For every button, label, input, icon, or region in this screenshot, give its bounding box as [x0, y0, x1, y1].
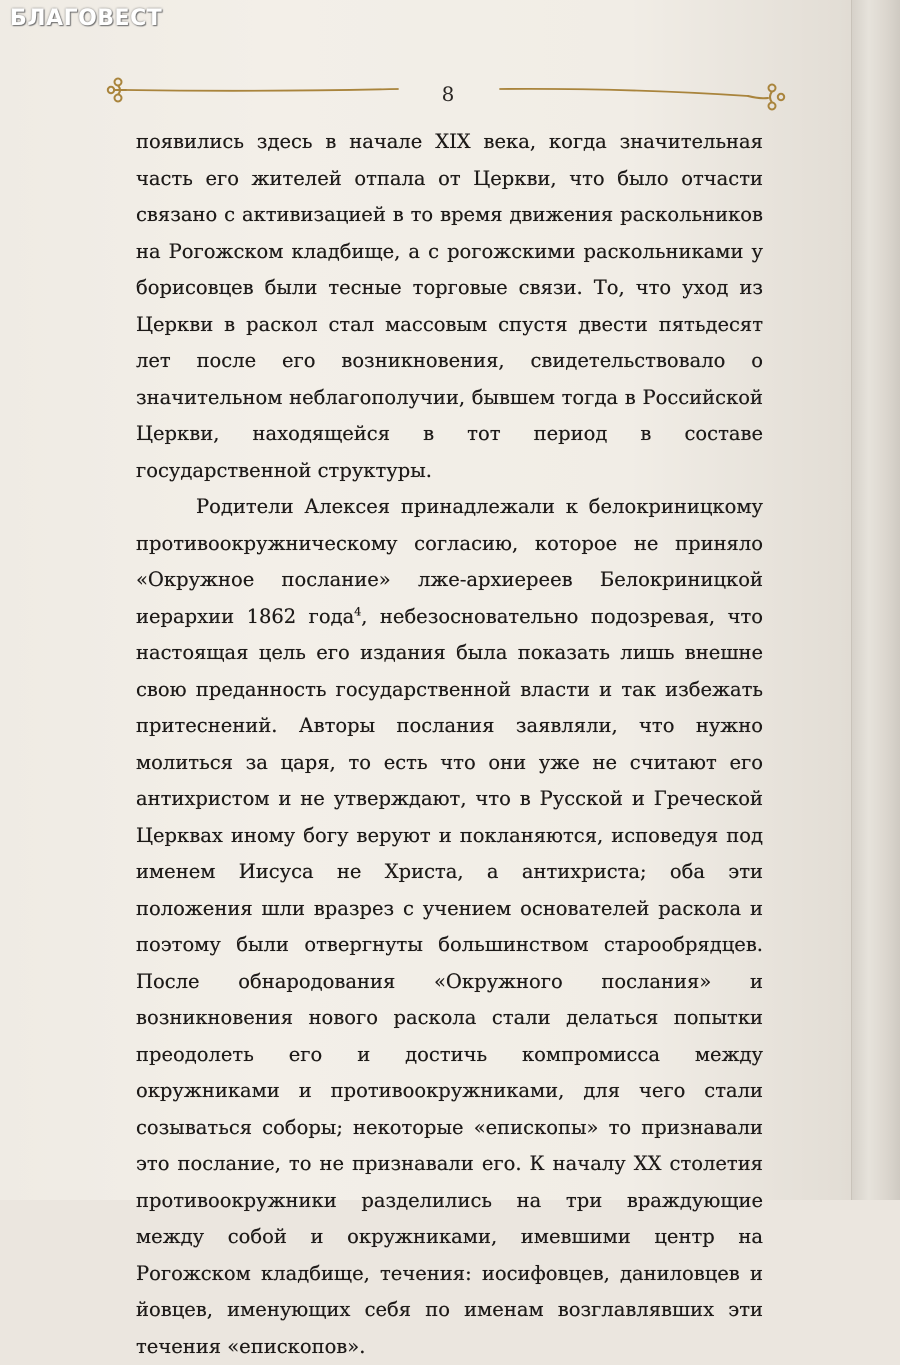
page-number: 8	[441, 82, 455, 106]
paragraph-2-text-b: , небезосновательно подозревая, что настоящая цель его издания была показать лишь внешне свою преданность государственной власти и так избежать притеснений. Авторы послания заявляли, что нужно молиться за царя, то есть что они уже не считают его антихристом и не утверждают, что в Русской и Греческой Церквах иному богу веруют и покланяются, исповедуя под именем Иисуса не Христа, а антихриста; оба эти положения шли вразрез с учением основателей раскола и поэтому были отвергнуты большинством старообрядцев. После обнародования «Окружного послания» и возникновения нового раскола стали делаться попытки преодолеть его и достичь компромисса между окружниками и противоокружниками, для чего стали созываться соборы; некоторые «епископы» то признавали это послание, то не признавали его. К началу XX столетия противоокружники разделились на три враждующие между собой и окружниками, имевшими центр на Рогожском кладбище, течения: иосифовцев, даниловцев и йовцев, именующих себя по именам возглавлявших эти течения «епископов».	[136, 604, 764, 1358]
footnote-marker[interactable]: 4	[354, 605, 362, 618]
paragraph-2	[136, 489, 763, 1365]
watermark: БЛАГОВЕСТ	[10, 6, 163, 31]
paragraph-2-text-a: Родители Алексея принадлежали к белокриницкому противоокружническому согласию, которое не приняло «Окружное послание» лже-архиереев Белокриницкой иерархии 1862 года	[136, 495, 763, 628]
page-header	[108, 72, 788, 118]
paragraph-1: появились здесь в начале XIX века, когда значительная часть его жителей отпала от Церкви, что было отчасти связано с активизацией в то время движения раскольников на Рогожском кладбище, а с рогожскими раскольниками у борисовцев были тесные торговые связи. То, что уход из Церкви в раскол стал массовым спустя двести пятьдесят лет после его возникновения, свидетельствовало о значительном неблагополучии, бывшем тогда в Российской Церкви, находящейся в тот период в составе государственной структуры.	[136, 130, 763, 482]
page-edge	[851, 0, 900, 1200]
body-text	[136, 124, 763, 1365]
